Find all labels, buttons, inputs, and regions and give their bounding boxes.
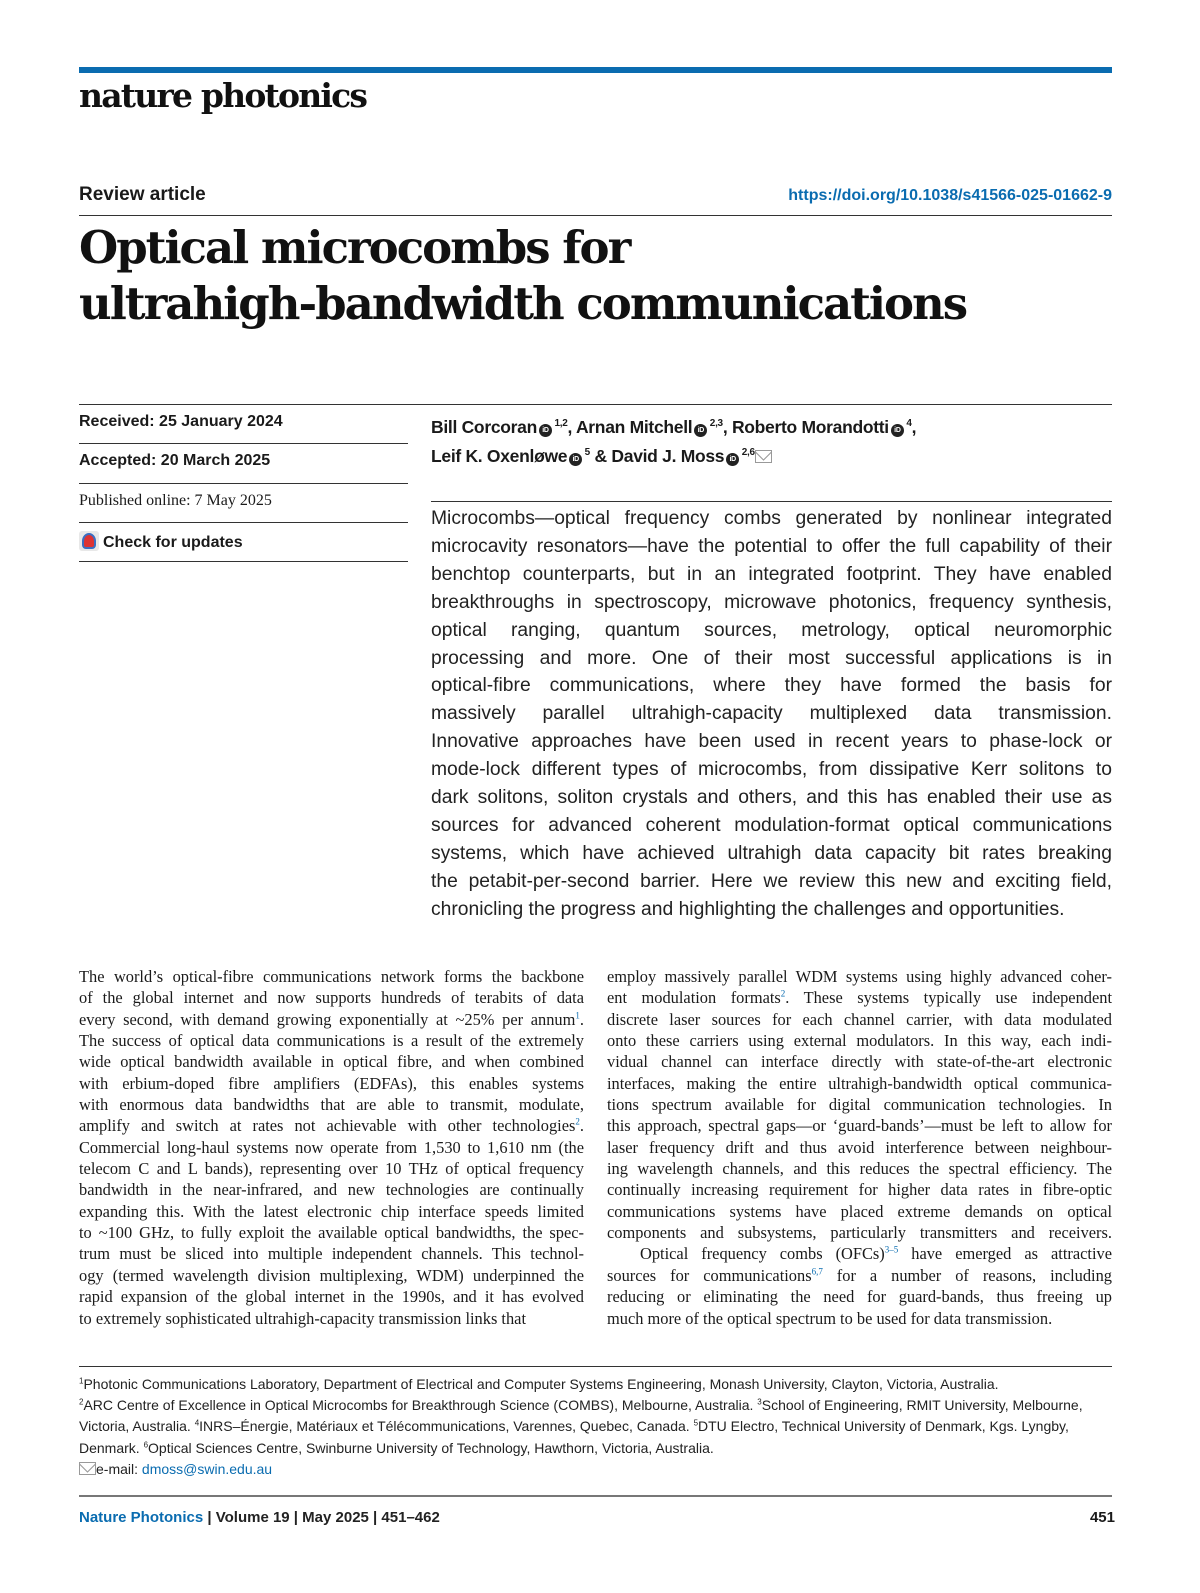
citation-ref[interactable]: 2	[780, 988, 786, 999]
affiliation-number: 5	[693, 1418, 699, 1428]
divider	[431, 501, 1112, 502]
abstract	[431, 505, 1112, 924]
affiliation-text: Photonic Communications Laboratory, Department of Electrical and Computer Systems Engineering, Monash University, Clayton, Victoria, Australia.	[83, 1376, 999, 1392]
author-name: Arnan Mitchell	[575, 416, 693, 437]
orcid-icon[interactable]: iD	[726, 453, 739, 466]
affiliation	[79, 1397, 757, 1413]
body-text: much more of the optical spectrum to be used for data transmission.	[607, 1308, 1053, 1328]
orcid-icon[interactable]: iD	[539, 424, 552, 437]
body-line	[79, 1286, 584, 1307]
author-name: David J. Moss	[611, 445, 725, 466]
body-text: bandwidth in the near-infrared, and new technologies are continually	[79, 1180, 584, 1200]
page-number: 451	[1089, 1509, 1115, 1526]
body-line	[79, 1158, 584, 1179]
affiliation-number: 2	[79, 1397, 84, 1407]
email-link[interactable]: dmoss@swin.edu.au	[141, 1460, 273, 1477]
body-text: The success of optical data communications is a result of the extremely	[79, 1031, 584, 1051]
body-text: every second, with demand growing exponentially at ~25% per annum	[79, 1009, 576, 1029]
affiliation	[79, 1376, 999, 1392]
body-line	[607, 966, 1112, 987]
abstract-line: optical ranging, quantum sources, metrology, optical neuromorphic	[431, 619, 1112, 641]
body-text: .	[579, 1009, 584, 1029]
author-separator: ,	[722, 416, 732, 437]
body-text: .	[579, 1116, 584, 1136]
body-text: components and subsystems, particularly transmitters and receivers.	[607, 1223, 1112, 1243]
body-line	[79, 1009, 584, 1030]
body-line	[79, 1308, 584, 1329]
abstract-line: microcavity resonators—have the potential to offer the full capability of their	[431, 535, 1112, 557]
citation-ref[interactable]: 6,7	[811, 1266, 823, 1277]
divider	[79, 483, 408, 484]
body-text: rapid expansion of the global internet in the 1990s, and it has evolved	[79, 1287, 584, 1307]
author-affiliation: 2,3	[707, 418, 723, 429]
body-text: vidual channel can interface directly with state-of-the-art electronic	[607, 1052, 1112, 1072]
affiliation-text: ARC Centre of Excellence in Optical Microcombs for Breakthrough Science (COMBS), Melbourne, Australia.	[83, 1397, 758, 1414]
body-line	[607, 987, 1112, 1008]
abstract-line: Microcombs—optical frequency combs generated by nonlinear integrated	[431, 508, 1112, 529]
divider	[79, 561, 408, 562]
body-text: discrete laser sources for each channel carrier, with data modulated	[607, 1009, 1112, 1029]
footer-volume: | Volume 19 | May 2025 | 451–462	[203, 1509, 440, 1526]
accepted-date: Accepted: 20 March 2025	[79, 452, 271, 469]
body-line	[607, 1137, 1112, 1158]
body-line	[79, 1073, 584, 1094]
body-line	[79, 1137, 584, 1158]
body-text: The world’s optical-fibre communications network forms the backbone	[79, 967, 584, 986]
mail-icon	[79, 1462, 96, 1475]
footer-journal[interactable]: Nature Photonics	[79, 1509, 204, 1526]
mail-icon[interactable]	[755, 450, 772, 463]
author-affiliation: 1,2	[551, 418, 568, 429]
body-text: trum must be sliced into multiple independent channels. This technol-	[79, 1244, 584, 1264]
body-text: to ~100 GHz, to fully exploit the available optical bandwidths, the spec-	[79, 1223, 584, 1243]
body-text: for a number of reasons, including	[822, 1265, 1112, 1285]
author	[576, 417, 723, 437]
body-line	[79, 987, 584, 1008]
article-title	[79, 220, 966, 332]
body-line	[79, 1179, 584, 1200]
orcid-icon[interactable]: iD	[694, 424, 707, 437]
body-line	[79, 1243, 584, 1264]
body-line	[607, 1222, 1112, 1243]
footer-divider	[79, 1495, 1112, 1497]
divider	[79, 215, 1112, 216]
body-text: reducing or eliminating the need for guard-bands, thus freeing up	[607, 1287, 1112, 1307]
body-line	[607, 1115, 1112, 1136]
affiliation-number: 6	[143, 1439, 149, 1449]
author-affiliation: 2,6	[739, 446, 755, 458]
body-line	[79, 1030, 584, 1051]
received-date: Received: 25 January 2024	[79, 413, 283, 430]
body-text: ogy (termed wavelength division multiplexing, WDM) underpinned the	[79, 1265, 584, 1285]
body-text: this approach, spectral gaps—or ‘guard-bands’—must be left to allow for	[607, 1116, 1112, 1136]
body-line	[607, 1051, 1112, 1072]
body-line	[79, 1222, 584, 1243]
author-separator: ,	[911, 416, 917, 437]
author-affiliation: 5	[582, 446, 590, 458]
abstract-line: optical-fibre communications, where they have formed the basis for	[431, 675, 1112, 697]
journal-color-bar	[79, 67, 1112, 73]
citation-ref[interactable]: 2	[575, 1116, 580, 1127]
abstract-line: processing and more. One of their most successful applications is in	[431, 647, 1112, 669]
body-line	[607, 1073, 1112, 1094]
author-affiliation: 4	[903, 418, 912, 429]
body-line	[607, 1009, 1112, 1030]
body-line	[607, 1179, 1112, 1200]
orcid-icon[interactable]: iD	[891, 424, 904, 437]
abstract-line: Innovative approaches have been used in recent years to phase-lock or	[431, 731, 1112, 753]
abstract-line: benchtop counterparts, but in an integrated footprint. They have enabled	[431, 563, 1112, 585]
affiliation-text: School of Engineering, RMIT University, Melbourne, Victoria, Australia.	[79, 1397, 1083, 1435]
body-text: . These systems typically use independent	[785, 988, 1112, 1008]
author-name: Roberto Morandotti	[731, 416, 889, 437]
abstract-line: the petabit-per-second barrier. Here we review this new and exciting field,	[431, 870, 1112, 892]
body-text: ing wavelength channels, and this reduces the spectral efficiency. The	[607, 1159, 1112, 1179]
body-text: communications systems have placed extreme demands on optical	[607, 1201, 1112, 1221]
contact-line	[79, 1459, 1112, 1480]
body-line	[607, 1201, 1112, 1222]
affiliation-text: INRS–Énergie, Matériaux et Télécommunications, Varennes, Quebec, Canada.	[199, 1418, 694, 1435]
author	[431, 417, 567, 437]
body-text: continually increasing requirement for higher data rates in fibre-optic	[607, 1180, 1112, 1200]
body-line	[607, 1308, 1112, 1329]
author	[611, 446, 754, 466]
body-text: of the global internet and now supports hundreds of terabits of data	[79, 988, 584, 1008]
check-updates-label: Check for updates	[103, 534, 243, 551]
abstract-line: mode-lock different types of microcombs, from dissipative Kerr solitons to	[431, 759, 1112, 781]
body-text: interfaces, making the entire ultrahigh-bandwidth optical communica-	[607, 1073, 1112, 1093]
body-column-right	[607, 966, 1112, 1329]
author-name: Bill Corcoran	[431, 416, 537, 437]
orcid-icon[interactable]: iD	[569, 453, 582, 466]
affiliation-text: DTU Electro, Technical University of Denmark, Kgs. Lyngby, Denmark.	[79, 1418, 1069, 1456]
body-text: Commercial long-haul systems now operate from 1,530 to 1,610 nm (the	[79, 1137, 584, 1157]
body-column-left	[79, 966, 584, 1329]
title-line: Optical microcombs for	[79, 221, 630, 274]
abstract-line: breakthroughs in spectroscopy, microwave photonics, frequency synthesis,	[431, 591, 1112, 613]
doi-link[interactable]: https://doi.org/10.1038/s41566-025-01662-9	[788, 187, 1112, 204]
citation-ref[interactable]: 3–5	[884, 1245, 899, 1255]
author-separator: ,	[567, 416, 576, 437]
body-text: wide optical bandwidth available in optical fibre, and when combined	[79, 1052, 584, 1072]
body-text: employ massively parallel WDM systems using highly advanced coher-	[607, 967, 1112, 986]
body-line	[607, 1030, 1112, 1051]
divider	[79, 404, 1112, 405]
author-separator: &	[589, 445, 612, 466]
divider	[79, 443, 408, 444]
check-for-updates-button[interactable]	[79, 531, 408, 552]
journal-logo: nature photonics	[79, 76, 367, 115]
body-text: onto these carriers using external modulators. In this way, each indi-	[607, 1031, 1112, 1051]
affiliation	[195, 1418, 694, 1434]
affiliation-number: 1	[79, 1376, 84, 1386]
body-text: amplify and switch at rates not achievable with other technologies	[79, 1116, 576, 1136]
body-line	[607, 1265, 1112, 1286]
affiliation	[144, 1440, 714, 1456]
divider	[79, 522, 408, 523]
affiliation-number: 3	[757, 1397, 762, 1407]
author	[431, 446, 590, 466]
affiliations	[79, 1374, 1112, 1480]
body-text: with erbium-doped fibre amplifiers (EDFAs), this enables systems	[79, 1073, 584, 1093]
body-text: with enormous data bandwidths that are able to transmit, modulate,	[79, 1095, 584, 1115]
body-text: laser frequency drift and thus avoid interference between neighbour-	[607, 1137, 1112, 1157]
body-text: sources for communications	[607, 1265, 812, 1285]
email-label: e-mail:	[96, 1460, 142, 1477]
author-list	[431, 411, 916, 469]
abstract-line: systems, which have achieved ultrahigh data capacity bit rates breaking	[431, 842, 1112, 864]
body-line	[79, 1201, 584, 1222]
body-text: telecom C and L bands), representing over 10 THz of optical frequency	[79, 1159, 584, 1179]
footer-citation	[79, 1509, 440, 1526]
body-line	[607, 1158, 1112, 1179]
author-name: Leif K. Oxenløwe	[431, 445, 568, 466]
author	[732, 417, 912, 437]
body-line	[79, 1051, 584, 1072]
body-text: expanding this. With the latest electronic chip interface speeds limited	[79, 1201, 584, 1221]
body-text: to extremely sophisticated ultrahigh-capacity transmission links that	[79, 1308, 526, 1328]
abstract-line: chronicling the progress and highlighting the challenges and opportunities.	[431, 898, 1065, 920]
body-line	[79, 1265, 584, 1286]
body-line	[79, 966, 584, 987]
crossmark-icon	[79, 531, 99, 551]
affiliation-text: Optical Sciences Centre, Swinburne University of Technology, Hawthorn, Victoria, Australia.	[148, 1439, 714, 1456]
abstract-line: dark solitons, soliton crystals and others, and this has enabled their use as	[431, 787, 1112, 809]
body-line	[79, 1094, 584, 1115]
body-line	[607, 1286, 1112, 1307]
body-line	[607, 1243, 1112, 1264]
abstract-line: sources for advanced coherent modulation-format optical communications	[431, 814, 1112, 836]
article-type: Review article	[79, 184, 206, 205]
body-text: have emerged as attractive	[898, 1244, 1112, 1264]
published-date: Published online: 7 May 2025	[79, 492, 272, 509]
divider	[79, 1366, 1112, 1367]
body-line	[607, 1094, 1112, 1115]
body-line	[79, 1115, 584, 1136]
body-text: Optical frequency combs (OFCs)	[640, 1244, 885, 1264]
affiliation-number: 4	[194, 1418, 200, 1428]
abstract-line: massively parallel ultrahigh-capacity multiplexed data transmission.	[431, 703, 1112, 725]
body-text: ent modulation formats	[607, 988, 781, 1008]
body-text: tions spectrum available for digital communication technologies. In	[607, 1095, 1112, 1115]
citation-ref[interactable]: 1	[575, 1010, 580, 1021]
title-line: ultrahigh-bandwidth communications	[79, 277, 967, 330]
